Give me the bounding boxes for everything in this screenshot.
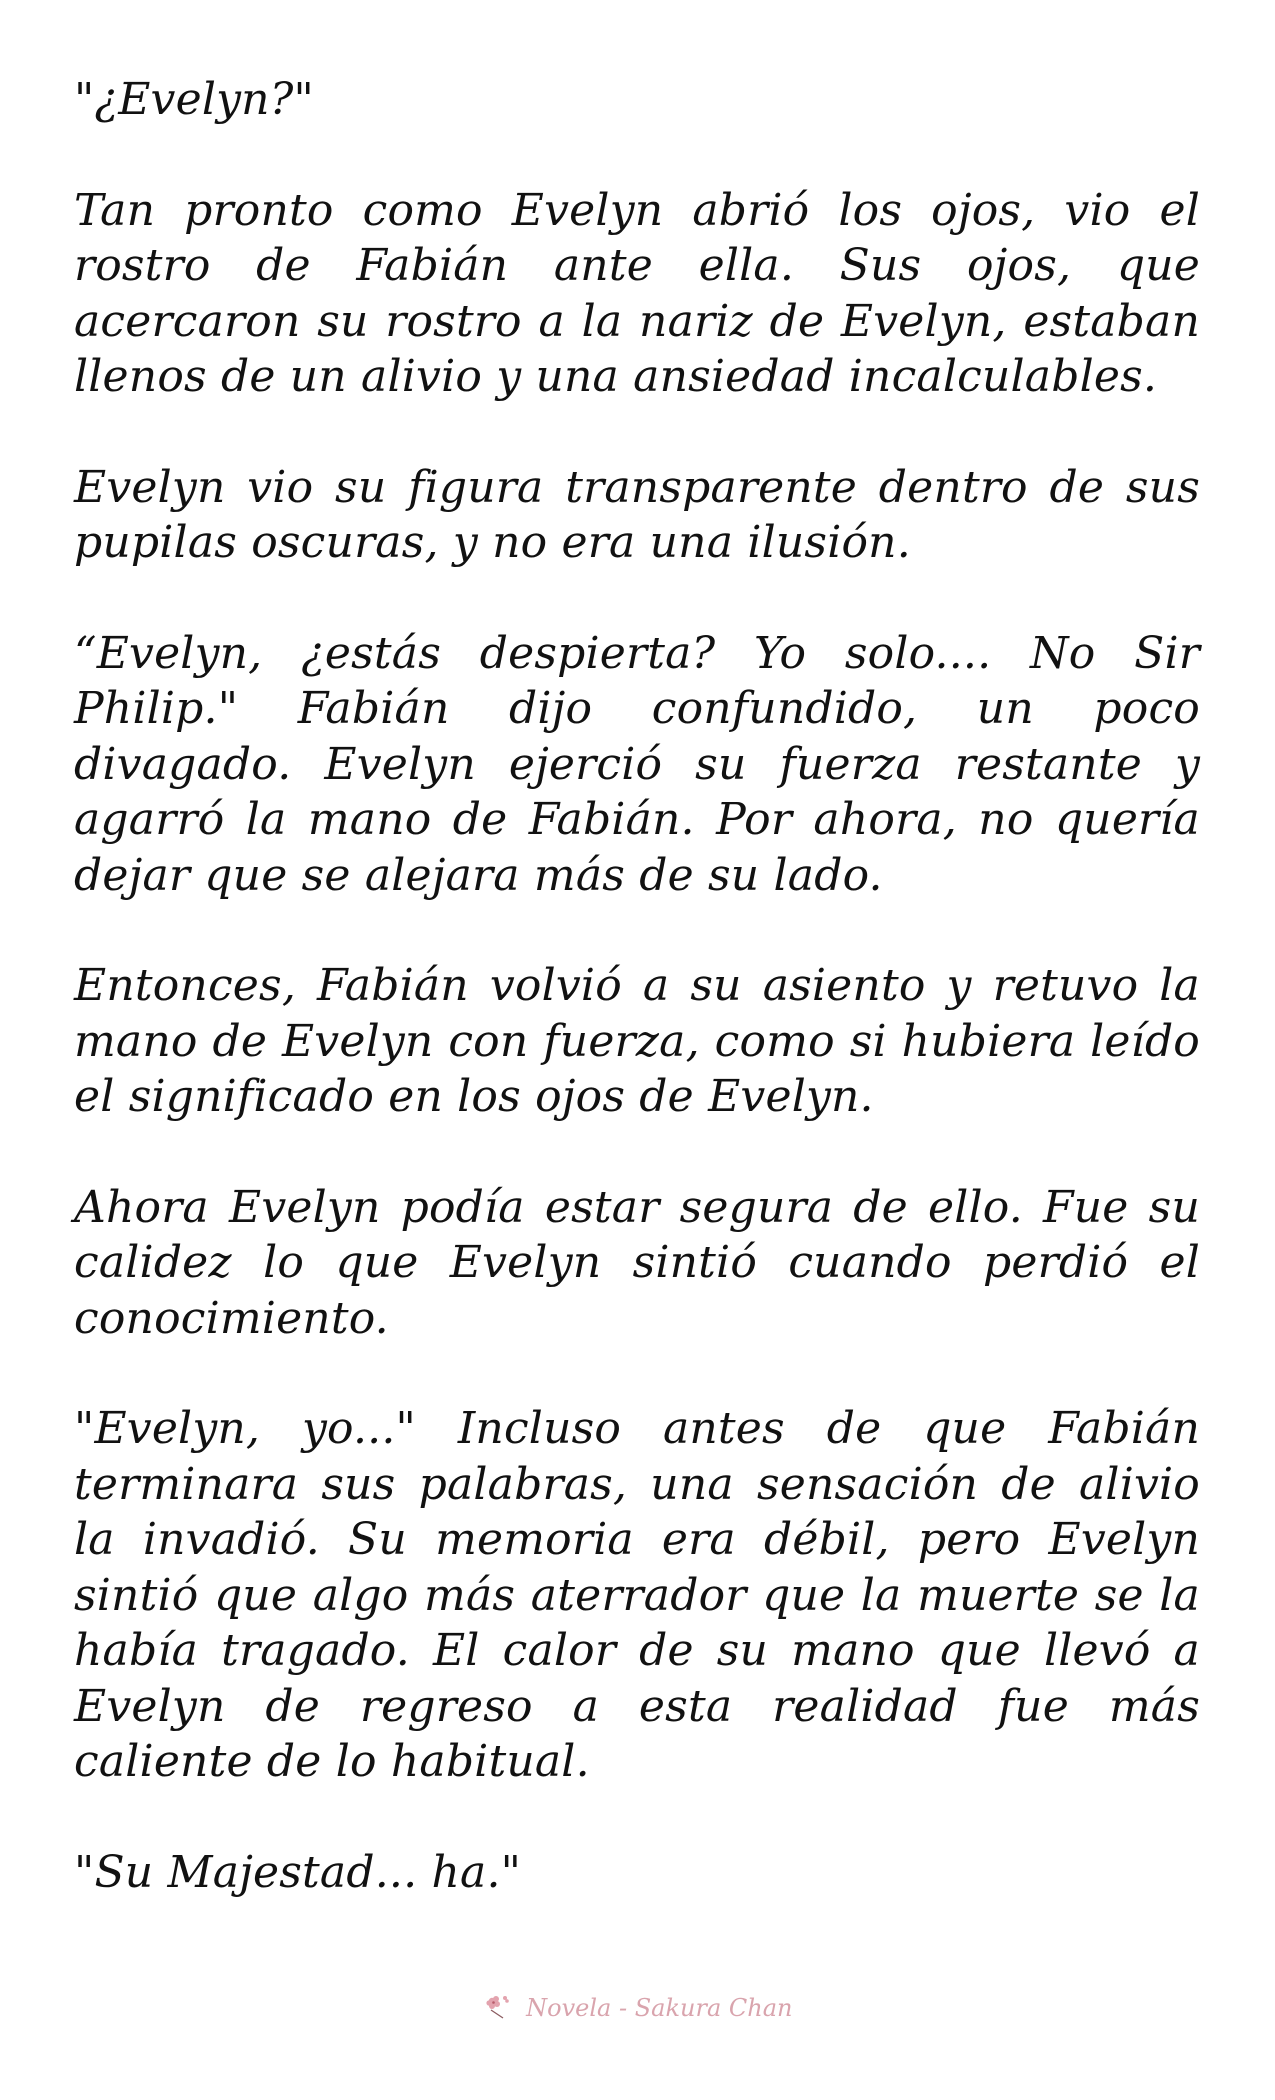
paragraph-7: "Evelyn, yo..." Incluso antes de que Fabián terminara sus palabras, una sensación de alivio la invadió. Su memoria era débil, pero Evelyn sintió que algo más aterrador que la muerte se la había tragado. El calor de su mano que llevó a Evelyn de regreso a esta realidad fue más caliente de lo habitual. (74, 1403, 1200, 1787)
paragraph-5: Entonces, Fabián volvió a su asiento y retuvo la mano de Evelyn con fuerza, como si hubiera leído el significado en los ojos de Evelyn. (74, 960, 1200, 1122)
watermark-text: Novela - Sakura Chan (526, 1994, 793, 2022)
paragraph-4: “Evelyn, ¿estás despierta? Yo solo.... No Sir Philip." Fabián dijo confundido, un poco divagado. Evelyn ejerció su fuerza restante y agarró la mano de Fabián. Por ahora, no quería dejar que se alejara más de su lado. (74, 627, 1200, 901)
watermark (0, 1992, 1275, 2022)
paragraph-8: "Su Majestad... ha." (74, 1846, 522, 1898)
sakura-flower-icon (483, 1992, 515, 2020)
chapter-text (74, 72, 1200, 1955)
paragraph-3: Evelyn vio su figura transparente dentro de sus pupilas oscuras, y no era una ilusión. (74, 461, 1200, 568)
paragraph-2: Tan pronto como Evelyn abrió los ojos, vio el rostro de Fabián ante ella. Sus ojos, que acercaron su rostro a la nariz de Evelyn, estaban llenos de un alivio y una ansiedad incalculables. (74, 184, 1200, 402)
paragraph-1: "¿Evelyn?" (74, 74, 314, 125)
paragraph-6: Ahora Evelyn podía estar segura de ello. Fue su calidez lo que Evelyn sintió cuando perdió el conocimiento. (74, 1181, 1200, 1344)
